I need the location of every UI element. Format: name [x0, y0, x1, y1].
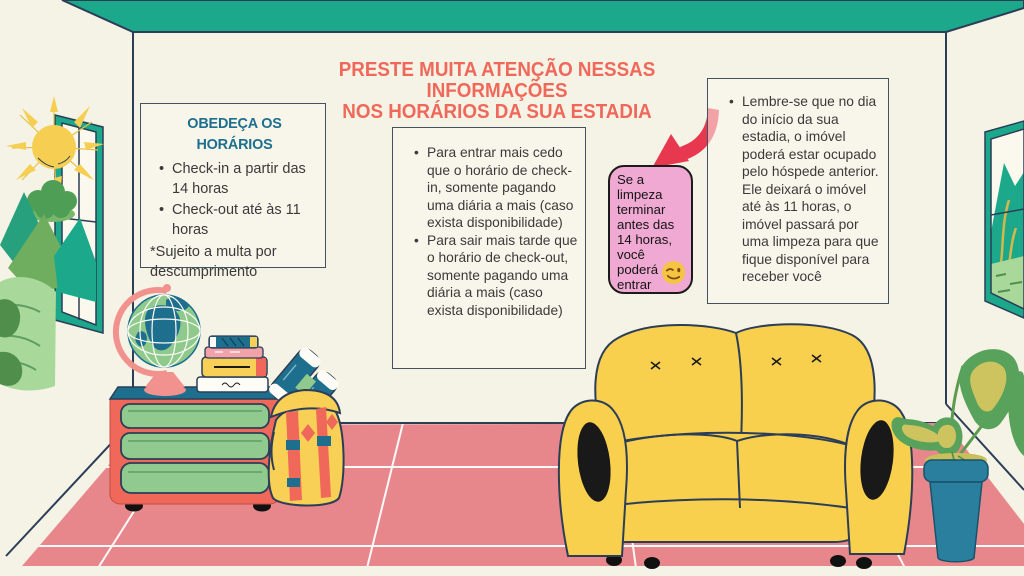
right-window — [985, 121, 1024, 318]
books-icon — [197, 336, 268, 392]
backpack-icon — [269, 390, 344, 506]
title-line-2: NOS HORÁRIOS DA SUA ESTADIA — [342, 101, 652, 124]
schedule-box — [140, 103, 326, 281]
early-late-list — [405, 144, 579, 319]
wink-emoji-icon — [661, 260, 686, 285]
cleaning-bubble — [608, 165, 693, 294]
dresser — [110, 387, 280, 512]
ceiling — [62, 0, 1024, 32]
list-item: • Para entrar mais cedo que o horário de check-in, somente pagando uma diária a mais (caso exista disponibilidade) — [427, 144, 579, 232]
title-line-1: PRESTE MUITA ATENÇÃO NESSAS INFORMAÇÕES — [338, 59, 656, 103]
schedule-heading: OBEDEÇA OS HORÁRIOS — [187, 115, 282, 154]
list-item: • Lembre-se que no dia do início da sua estadia, o imóvel poderá estar ocupado pelo hóspede anterior. Ele deixará o imóvel até às 11 horas, o imóvel passará por uma limpeza para que fique disponível para receber você — [742, 93, 882, 286]
cleaning-bubble-text: Se a limpeza terminar antes das 14 horas, você poderá entrar — [617, 172, 675, 293]
schedule-footnote: *Sujeito a multa por descumprimento — [150, 243, 277, 281]
page-title — [267, 60, 728, 124]
list-item: • Check-out até às 11 horas — [172, 200, 319, 241]
globe-icon — [116, 284, 200, 396]
list-item: • Check-in a partir das 14 horas — [172, 159, 319, 200]
left-window — [0, 96, 104, 390]
list-item: • Para sair mais tarde que o horário de check-out, somente pagando uma diária a mais (caso exista disponibilidade) — [427, 232, 579, 320]
sofa — [559, 324, 912, 569]
schedule-list — [150, 159, 319, 241]
early-late-box — [392, 127, 586, 369]
reminder-box — [707, 78, 889, 304]
reminder-list — [720, 93, 882, 286]
